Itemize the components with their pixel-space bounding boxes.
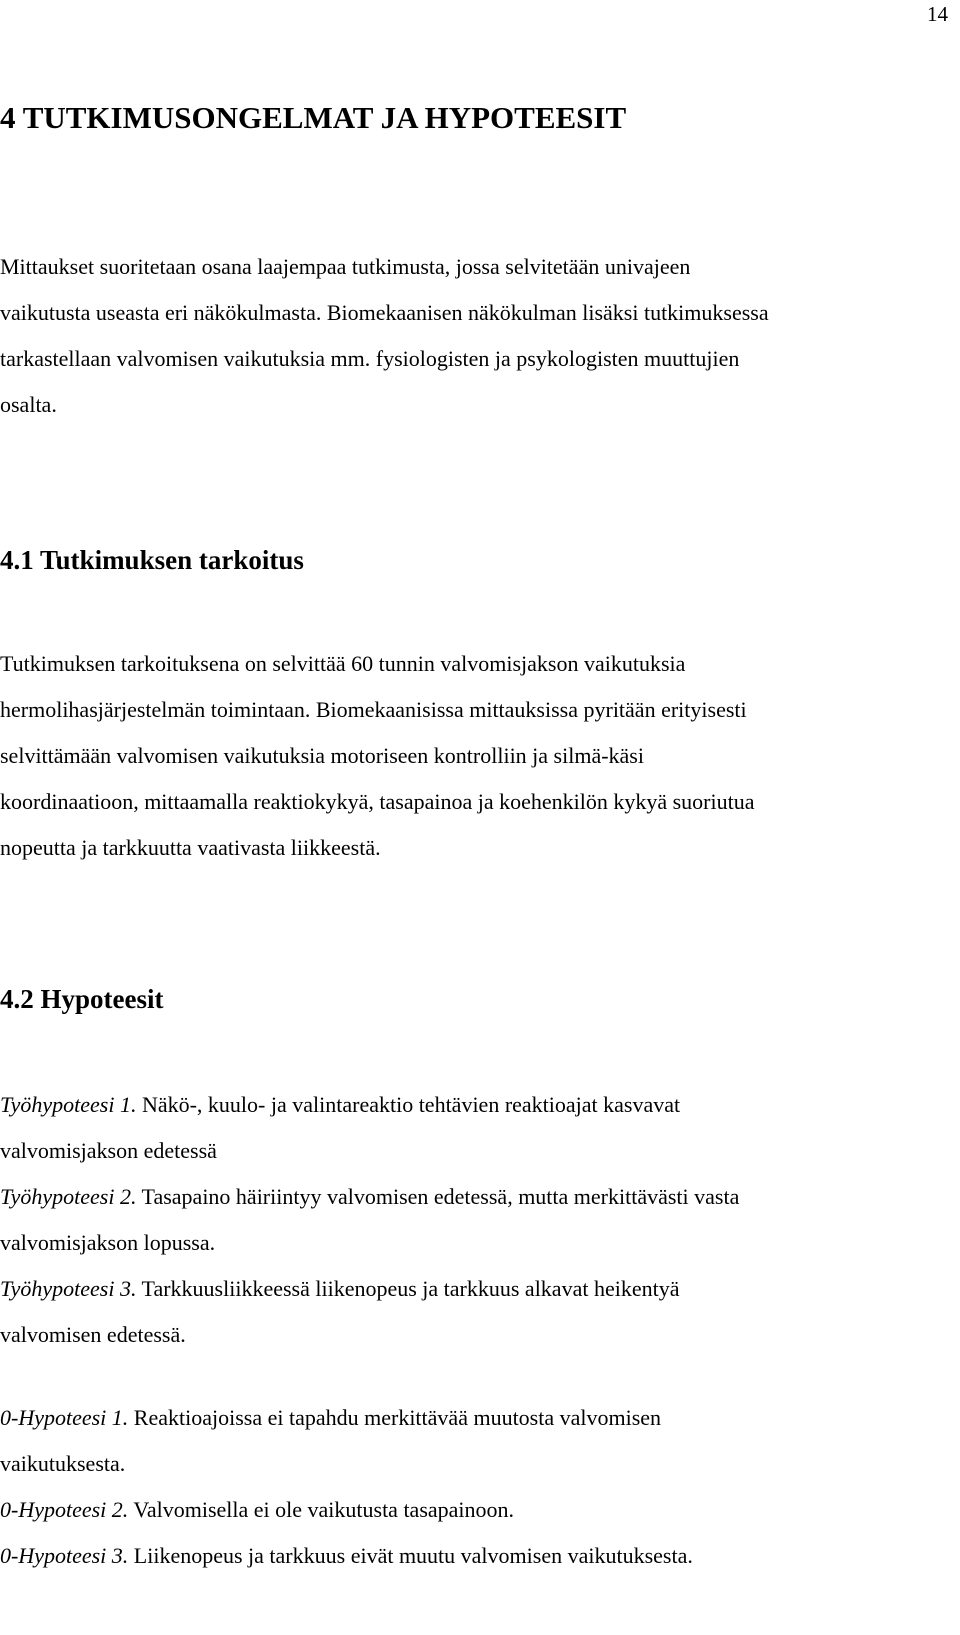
work-hypothesis-3	[0, 1266, 955, 1312]
null-hypotheses-block	[0, 1395, 955, 1579]
hypothesis-label: Työhypoteesi 3.	[0, 1276, 137, 1301]
hypothesis-continuation: valvomisjakson lopussa.	[0, 1230, 216, 1255]
purpose-line: nopeutta ja tarkkuutta vaativasta liikkeestä.	[0, 835, 381, 860]
purpose-line: Tutkimuksen tarkoituksena on selvittää 60 tunnin valvomisjakson vaikutuksia	[0, 651, 686, 676]
intro-line: Mittaukset suoritetaan osana laajempaa tutkimusta, jossa selvitetään univajeen	[0, 254, 691, 279]
purpose-line: koordinaatioon, mittaamalla reaktiokykyä, tasapainoa ja koehenkilön kykyä suoriutua	[0, 789, 755, 814]
null-hypothesis-2	[0, 1487, 955, 1533]
intro-line: vaikutusta useasta eri näkökulmasta. Biomekaanisen näkökulman lisäksi tutkimuksessa	[0, 300, 769, 325]
hypothesis-text: Valvomisella ei ole vaikutusta tasapainoon.	[128, 1497, 515, 1522]
hypothesis-label: 0-Hypoteesi 1.	[0, 1405, 129, 1430]
hypothesis-continuation: valvomisen edetessä.	[0, 1322, 186, 1347]
work-hypothesis-1	[0, 1082, 955, 1128]
null-hypothesis-1	[0, 1395, 955, 1441]
hypothesis-continuation: vaikutuksesta.	[0, 1451, 126, 1476]
page-number: 14	[927, 2, 948, 26]
work-hypothesis-2	[0, 1174, 955, 1220]
hypothesis-continuation: valvomisjakson edetessä	[0, 1138, 217, 1163]
hypothesis-text: Näkö-, kuulo- ja valintareaktio tehtävien reaktioajat kasvavat	[136, 1092, 681, 1117]
hypothesis-label: Työhypoteesi 2.	[0, 1184, 137, 1209]
hypothesis-text: Liikenopeus ja tarkkuus eivät muutu valvomisen vaikutuksesta.	[128, 1543, 693, 1568]
hypothesis-label: 0-Hypoteesi 3.	[0, 1543, 129, 1568]
hypothesis-text: Tarkkuusliikkeessä liikenopeus ja tarkkuus alkavat heikentyä	[136, 1276, 680, 1301]
chapter-title: 4 TUTKIMUSONGELMAT JA HYPOTEESIT	[0, 100, 627, 135]
intro-line: osalta.	[0, 392, 57, 417]
hypothesis-label: 0-Hypoteesi 2.	[0, 1497, 129, 1522]
null-hypothesis-3	[0, 1533, 955, 1579]
hypothesis-text: Reaktioajoissa ei tapahdu merkittävää muutosta valvomisen	[128, 1405, 662, 1430]
purpose-line: hermolihasjärjestelmän toimintaan. Biomekaanisissa mittauksissa pyritään erityisesti	[0, 697, 747, 722]
section-title-hypotheses: 4.2 Hypoteesit	[0, 984, 164, 1014]
work-hypotheses-block	[0, 1082, 955, 1358]
hypothesis-label: Työhypoteesi 1.	[0, 1092, 137, 1117]
hypothesis-text: Tasapaino häiriintyy valvomisen edetessä, mutta merkittävästi vasta	[136, 1184, 740, 1209]
section-title-purpose: 4.1 Tutkimuksen tarkoitus	[0, 545, 304, 575]
intro-paragraph	[0, 244, 955, 428]
intro-line: tarkastellaan valvomisen vaikutuksia mm. fysiologisten ja psykologisten muuttujien	[0, 346, 740, 371]
purpose-line: selvittämään valvomisen vaikutuksia motoriseen kontrolliin ja silmä-käsi	[0, 743, 644, 768]
purpose-paragraph	[0, 641, 955, 871]
